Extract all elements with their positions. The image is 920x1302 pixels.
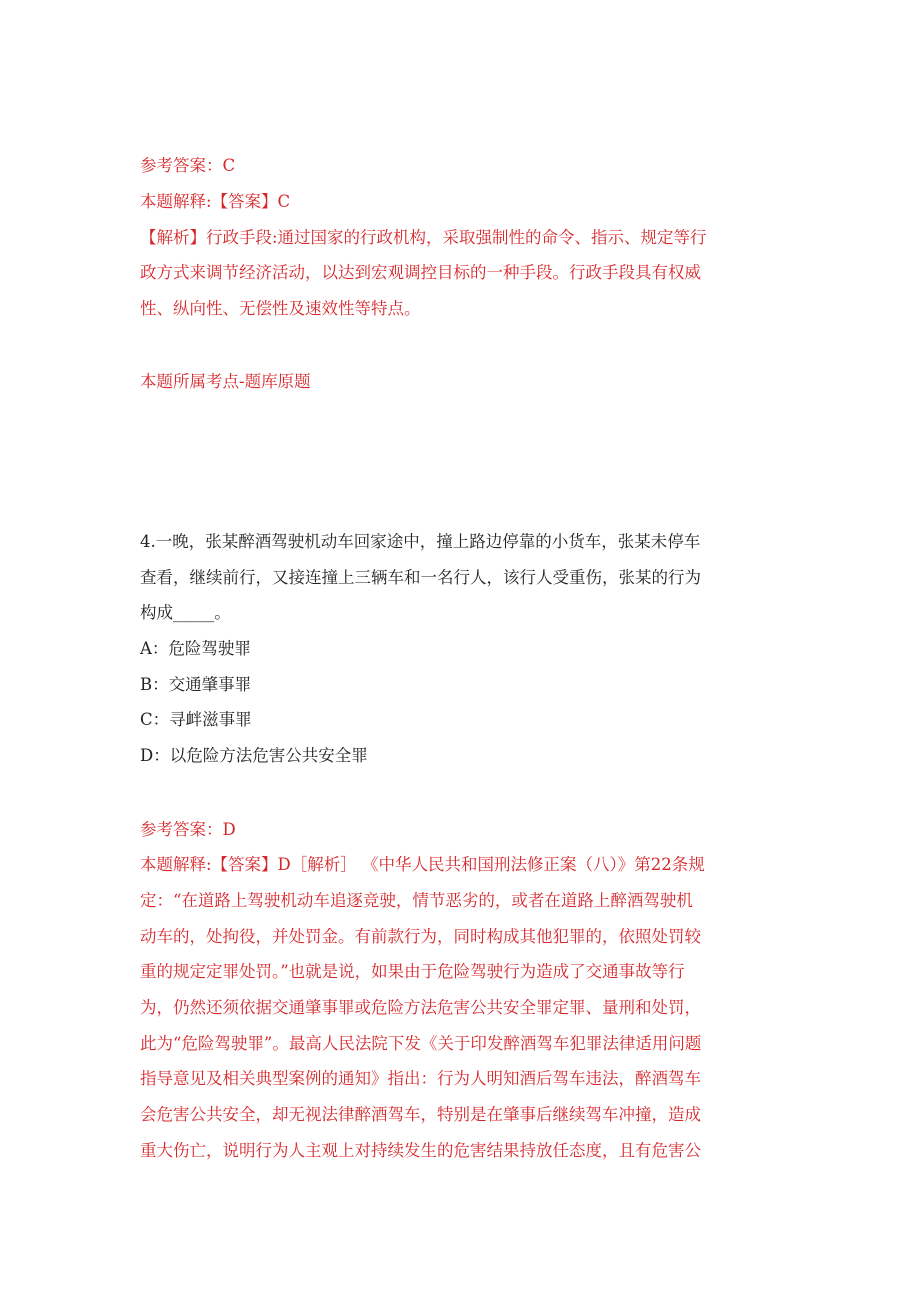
explanation-2-line-1: 本题解释:【答案】D［解析］ 《中华人民共和国刑法修正案（八）》第22条规 (140, 855, 705, 874)
answer-2: 参考答案：D (140, 820, 236, 839)
explanation-1-line-2: 【解析】行政手段:通过国家的行政机构，采取强制性的命令、指示、规定等行 (140, 228, 707, 247)
explanation-2-line-9: 重大伤亡，说明行为人主观上对持续发生的危害结果持放任态度，且有危害公 (140, 1141, 701, 1160)
explanation-2-line-6: 此为“危险驾驶罪”。最高人民法院下发《关于印发醉酒驾车犯罪法律适用问题 (140, 1034, 702, 1053)
option-b: B：交通肇事罪 (140, 675, 252, 694)
explanation-2-line-8: 会危害公共安全，却无视法律醉酒驾车，特别是在肇事后继续驾车冲撞，造成 (140, 1105, 701, 1124)
question-4-line-3: 构成_____。 (140, 603, 231, 622)
source-label: 本题所属考点-题库原题 (140, 372, 311, 391)
explanation-1-line-4: 性、纵向性、无偿性及速效性等特点。 (140, 299, 421, 318)
option-a: A：危险驾驶罪 (140, 639, 251, 658)
explanation-2-line-7: 指导意见及相关典型案例的通知》指出：行为人明知酒后驾车违法，醉酒驾车 (140, 1069, 701, 1088)
question-4-line-1: 4.一晚，张某醉酒驾驶机动车回家途中，撞上路边停靠的小货车，张某未停车 (140, 532, 701, 551)
explanation-2-line-3: 动车的，处拘役，并处罚金。有前款行为，同时构成其他犯罪的，依照处罚较 (140, 927, 701, 946)
option-d: D：以危险方法危害公共安全罪 (140, 746, 368, 765)
answer-1: 参考答案：C (140, 156, 236, 175)
explanation-1-line-1: 本题解释:【答案】C (140, 192, 291, 211)
option-c: C：寻衅滋事罪 (140, 710, 252, 729)
explanation-2-line-4: 重的规定定罪处罚。”也就是说，如果由于危险驾驶行为造成了交通事故等行 (140, 962, 685, 981)
explanation-1-line-3: 政方式来调节经济活动，以达到宏观调控目标的一种手段。行政手段具有权威 (140, 263, 701, 282)
explanation-2-line-2: 定：“在道路上驾驶机动车追逐竞驶，情节恶劣的，或者在道路上醉酒驾驶机 (140, 891, 693, 910)
explanation-2-line-5: 为，仍然还须依据交通肇事罪或危险方法危害公共安全罪定罪、量刑和处罚， (140, 998, 701, 1017)
question-4-line-2: 查看，继续前行，又接连撞上三辆车和一名行人，该行人受重伤，张某的行为 (140, 568, 701, 587)
